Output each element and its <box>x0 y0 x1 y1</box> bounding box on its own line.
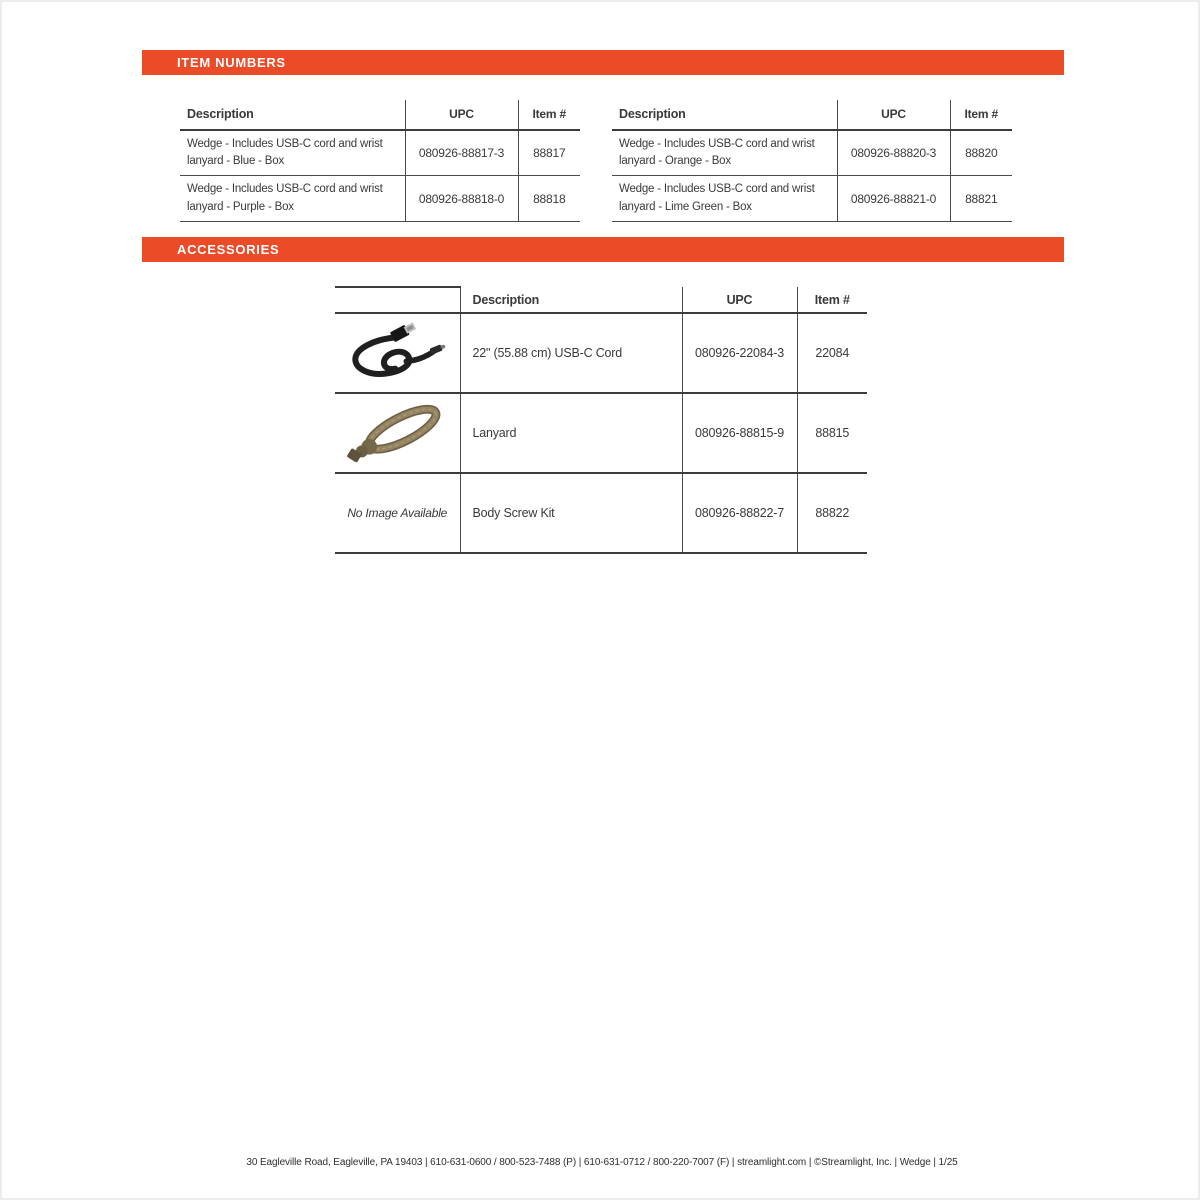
table-row <box>335 313 867 393</box>
description-cell: Wedge - Includes USB-C cord and wrist lanyard - Orange - Box <box>612 130 837 176</box>
no-image-available-label: No Image Available <box>347 506 448 520</box>
column-header-upc: UPC <box>837 100 950 130</box>
table-header-row <box>180 100 580 130</box>
column-header-upc: UPC <box>405 100 518 130</box>
item-number-cell: 88818 <box>518 176 580 222</box>
description-cell: Lanyard <box>460 393 682 473</box>
column-header-upc: UPC <box>682 287 797 313</box>
upc-cell: 080926-88815-9 <box>682 393 797 473</box>
description-cell: Body Screw Kit <box>460 473 682 553</box>
description-cell: Wedge - Includes USB-C cord and wrist lanyard - Purple - Box <box>180 176 405 222</box>
footer-contact-line: 30 Eagleville Road, Eagleville, PA 19403 | 610-631-0600 / 800-523-7488 (P) | 610-631-0712 / 800-220-7007 (F) | streamlight.com | ©Streamlight, Inc. | Wedge | 1/25 <box>246 1157 958 1168</box>
upc-cell: 080926-88822-7 <box>682 473 797 553</box>
description-cell: Wedge - Includes USB-C cord and wrist lanyard - Lime Green - Box <box>612 176 837 222</box>
usb-c-cord-photo <box>340 315 454 389</box>
table-header-row <box>335 287 867 313</box>
item-number-cell: 88821 <box>950 176 1012 222</box>
item-number-cell: 88815 <box>797 393 867 473</box>
upc-cell: 080926-88820-3 <box>837 130 950 176</box>
image-column-header <box>335 287 460 313</box>
product-image-cell <box>335 473 460 553</box>
product-image-cell <box>335 313 460 393</box>
description-cell: 22" (55.88 cm) USB-C Cord <box>460 313 682 393</box>
table-row <box>180 130 580 176</box>
table-row <box>335 473 867 553</box>
item-number-cell: 88822 <box>797 473 867 553</box>
description-cell: Wedge - Includes USB-C cord and wrist lanyard - Blue - Box <box>180 130 405 176</box>
table-header-row <box>612 100 1012 130</box>
column-header-description: Description <box>180 100 405 130</box>
upc-cell: 080926-88818-0 <box>405 176 518 222</box>
table-row <box>612 176 1012 222</box>
item-numbers-table-right <box>612 100 1012 222</box>
table-row <box>335 393 867 473</box>
table-row <box>180 176 580 222</box>
product-image-cell <box>335 393 460 473</box>
section-header-item-numbers: ITEM NUMBERS <box>142 50 1064 75</box>
lanyard-photo <box>340 395 454 469</box>
upc-cell: 080926-88821-0 <box>837 176 950 222</box>
column-header-item: Item # <box>518 100 580 130</box>
item-number-cell: 88820 <box>950 130 1012 176</box>
column-header-description: Description <box>612 100 837 130</box>
item-number-cell: 22084 <box>797 313 867 393</box>
upc-cell: 080926-88817-3 <box>405 130 518 176</box>
item-numbers-table-left <box>180 100 580 222</box>
table-row <box>612 130 1012 176</box>
upc-cell: 080926-22084-3 <box>682 313 797 393</box>
column-header-item: Item # <box>950 100 1012 130</box>
column-header-item: Item # <box>797 287 867 313</box>
column-header-description: Description <box>460 287 682 313</box>
accessories-table <box>335 286 867 554</box>
section-header-accessories: ACCESSORIES <box>142 237 1064 262</box>
item-number-cell: 88817 <box>518 130 580 176</box>
